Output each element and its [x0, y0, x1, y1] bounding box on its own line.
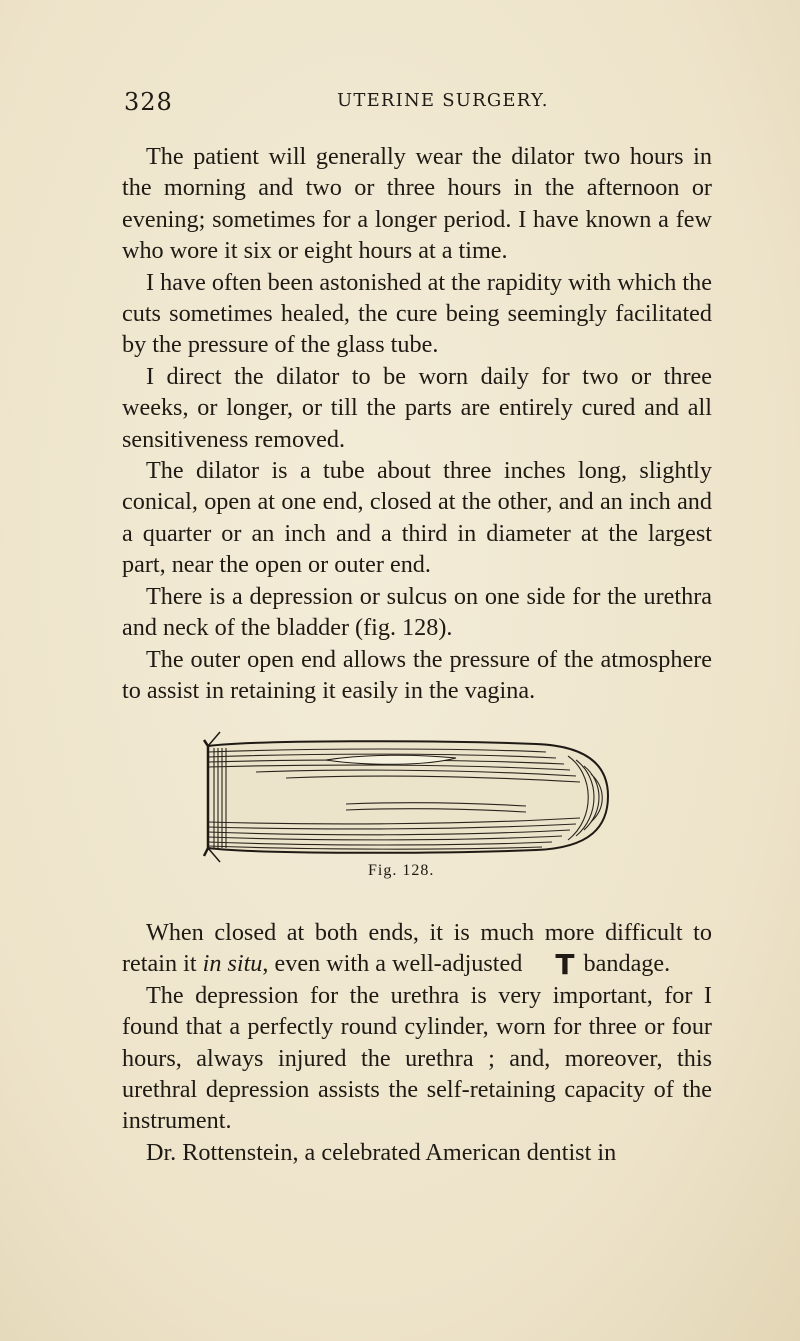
paragraph: Dr. Rottenstein, a celebrated American dentist in	[146, 1138, 617, 1166]
page-number: 328	[124, 88, 173, 116]
figure-caption: Fig. 128.	[368, 862, 435, 879]
text-run: When closed at both ends, it is much more difficult to retain it	[122, 919, 712, 978]
paragraph	[122, 917, 712, 980]
paragraph: The dilator is a tube about three inches long, slightly conical, open at one end, closed at the other, and an inch and a quarter or an inch and a third in diameter at the largest part, near the open or outer end.	[122, 457, 712, 579]
running-title: UTERINE SURGERY.	[337, 90, 549, 111]
paragraph: The depression for the urethra is very important, for I found that a perfectly round cylinder, worn for three or four hours, always injured the urethra ; and, moreover, this urethral depression assists the self-retaining capacity of the instrument.	[122, 981, 712, 1135]
text-run: bandage.	[577, 950, 671, 978]
paragraph: I have often been astonished at the rapidity with which the cuts sometimes healed, the cure being seemingly facilitated by the pressure of the glass tube.	[122, 268, 712, 359]
paragraph: The patient will generally wear the dilator two hours in the morning and two or three hours in the afternoon or evening; sometimes for a longer period. I have known a few who wore it six or eight hours at a time.	[122, 143, 712, 265]
paragraph: I direct the dilator to be worn daily for two or three weeks, or longer, or till the parts are entirely cured and all sensitiveness removed.	[122, 362, 712, 453]
italic-phrase: in situ	[202, 950, 263, 978]
paragraph: The outer open end allows the pressure of the atmosphere to assist in retaining it easily in the vagina.	[122, 645, 712, 704]
body-text-upper	[122, 141, 712, 706]
text-run: , even with a well-adjusted	[262, 950, 529, 978]
t-bandage-symbol: T	[555, 948, 575, 982]
page-header	[124, 86, 684, 118]
paragraph: There is a depression or sulcus on one side for the urethra and neck of the bladder (fig. 128).	[122, 582, 712, 642]
body-text-lower	[122, 917, 712, 1168]
